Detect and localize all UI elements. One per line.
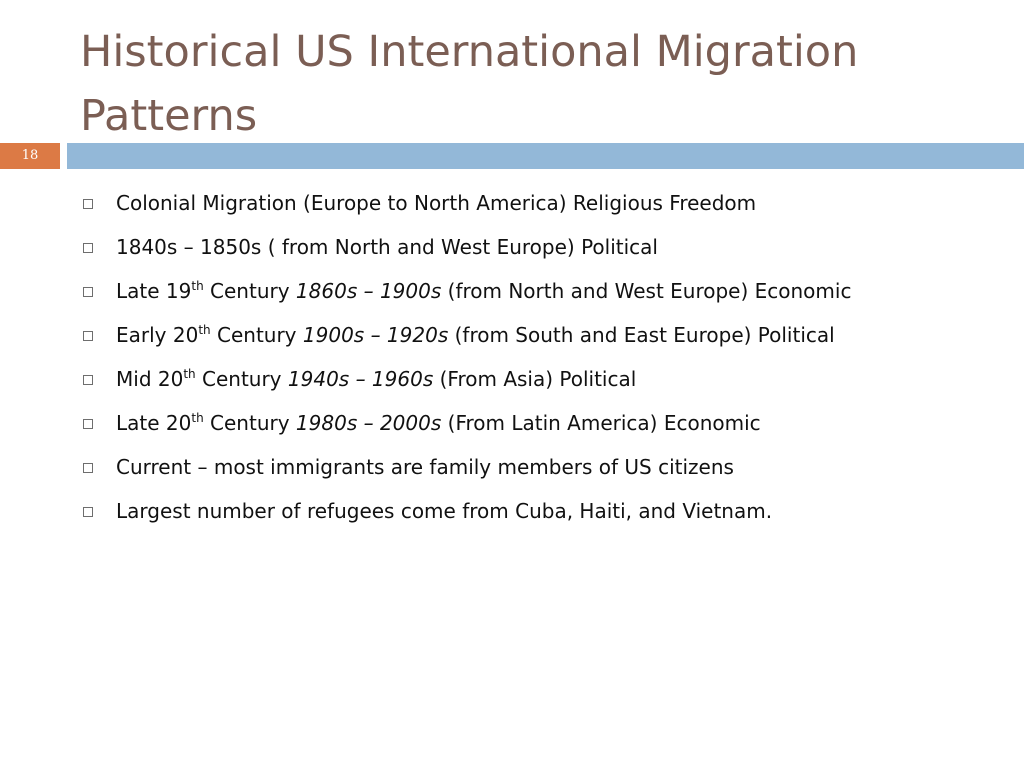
bullet-text-prefix: Early 20 xyxy=(116,323,199,347)
bullet-text-prefix: Mid 20 xyxy=(116,367,184,391)
list-item xyxy=(80,362,1010,406)
bullet-text: Current – most immigrants are family members of US citizens xyxy=(116,455,734,479)
ordinal-suffix: th xyxy=(198,323,211,337)
title-divider-bar xyxy=(67,143,1024,169)
bullet-list xyxy=(80,186,1010,538)
square-bullet-icon xyxy=(83,243,93,253)
bullet-text-century: Century xyxy=(210,323,303,347)
square-bullet-icon xyxy=(83,419,93,429)
square-bullet-icon xyxy=(83,375,93,385)
square-bullet-icon xyxy=(83,331,93,341)
bullet-text-prefix: Late 19 xyxy=(116,279,192,303)
bullet-text: Colonial Migration (Europe to North America) Religious Freedom xyxy=(116,191,757,215)
bullet-text-century: Century xyxy=(203,279,296,303)
slide-title: Historical US International Migration Patterns xyxy=(80,27,859,141)
ordinal-suffix: th xyxy=(183,367,196,381)
bullet-text-suffix: (From Latin America) Economic xyxy=(441,411,761,435)
square-bullet-icon xyxy=(83,199,93,209)
square-bullet-icon xyxy=(83,287,93,297)
square-bullet-icon xyxy=(83,507,93,517)
list-item xyxy=(80,318,1010,362)
ordinal-suffix: th xyxy=(191,279,204,293)
bullet-text-century: Century xyxy=(195,367,288,391)
ordinal-suffix: th xyxy=(191,411,204,425)
bullet-date-range: 1860s – 1900s xyxy=(295,279,442,303)
list-item xyxy=(80,274,1010,318)
bullet-text-suffix: (From Asia) Political xyxy=(433,367,637,391)
bullet-text-suffix: (from South and East Europe) Political xyxy=(448,323,835,347)
list-item xyxy=(80,186,1010,230)
bullet-date-range: 1900s – 1920s xyxy=(302,323,449,347)
square-bullet-icon xyxy=(83,463,93,473)
slide-number: 18 xyxy=(21,148,39,163)
list-item xyxy=(80,406,1010,450)
list-item xyxy=(80,230,1010,274)
bullet-text-century: Century xyxy=(203,411,296,435)
bullet-date-range: 1940s – 1960s xyxy=(287,367,434,391)
bullet-text-suffix: (from North and West Europe) Economic xyxy=(441,279,852,303)
bullet-date-range: 1980s – 2000s xyxy=(295,411,442,435)
list-item xyxy=(80,494,1010,538)
bullet-text: Largest number of refugees come from Cuba, Haiti, and Vietnam. xyxy=(116,499,773,523)
bullet-text: 1840s – 1850s ( from North and West Europe) Political xyxy=(116,235,658,259)
bullet-text-prefix: Late 20 xyxy=(116,411,192,435)
list-item xyxy=(80,450,1010,494)
